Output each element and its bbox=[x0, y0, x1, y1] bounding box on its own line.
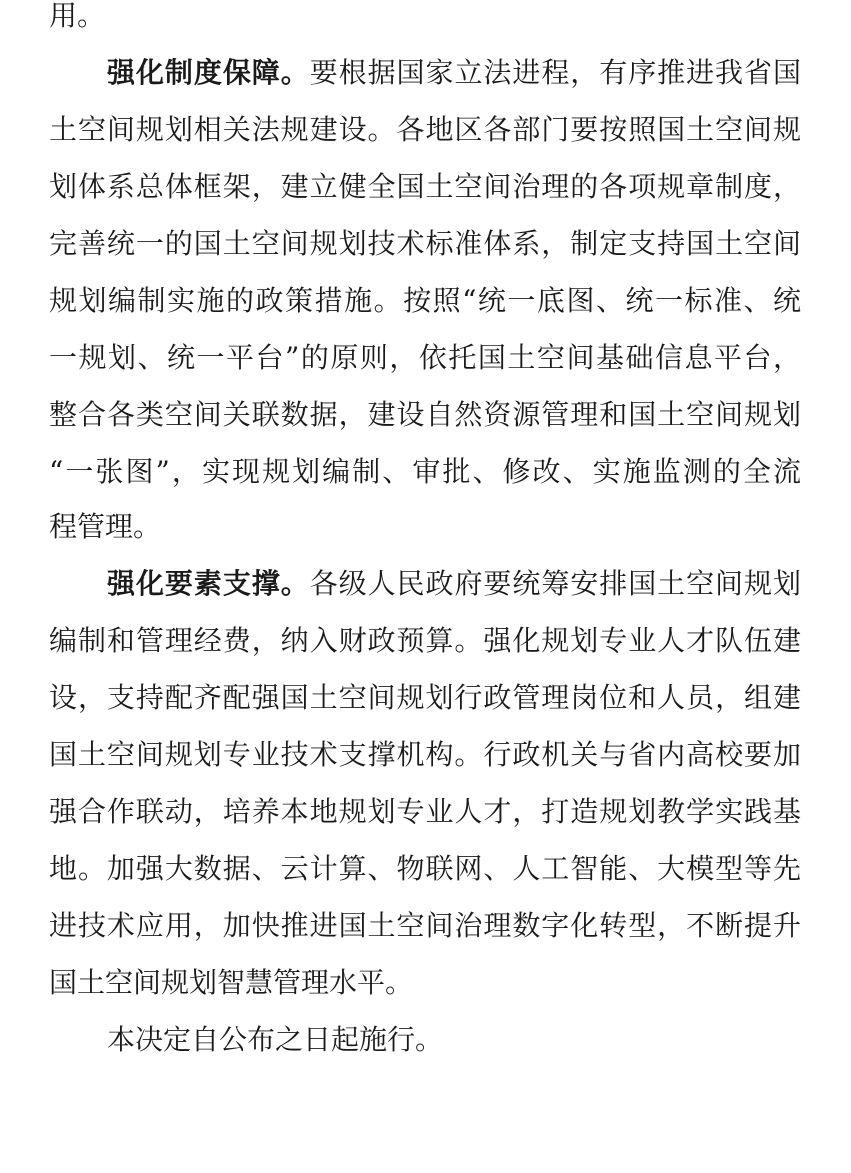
paragraph-line: 划体系总体框架，建立健全国土空间治理的各项规章制度， bbox=[49, 170, 801, 203]
paragraph-line: 程管理。 bbox=[49, 510, 162, 543]
paragraph-line: “一张图”，实现规划编制、审批、修改、实施监测的全流 bbox=[49, 455, 801, 488]
paragraph-line: 整合各类空间关联数据，建设自然资源管理和国土空间规划 bbox=[49, 398, 801, 431]
paragraph-line bbox=[107, 51, 801, 95]
continuation-line: 用。 bbox=[49, 0, 106, 32]
paragraph-line: 地。加强大数据、云计算、物联网、人工智能、大模型等先 bbox=[49, 852, 801, 885]
section-heading: 强化制度保障。 bbox=[107, 56, 310, 89]
paragraph-line bbox=[107, 562, 801, 606]
paragraph-line: 设，支持配齐配强国土空间规划行政管理岗位和人员，组建 bbox=[49, 681, 801, 714]
paragraph-line: 土空间规划相关法规建设。各地区各部门要按照国土空间规 bbox=[49, 113, 801, 146]
paragraph-text: 各级人民政府要统筹安排国土空间规划 bbox=[309, 567, 801, 600]
closing-line: 本决定自公布之日起施行。 bbox=[107, 1023, 444, 1056]
paragraph-line: 进技术应用，加快推进国土空间治理数字化转型，不断提升 bbox=[49, 909, 801, 942]
paragraph-line: 强合作联动，培养本地规划专业人才，打造规划教学实践基 bbox=[49, 795, 801, 828]
paragraph-line: 国土空间规划智慧管理水平。 bbox=[49, 966, 414, 999]
paragraph-line: 完善统一的国土空间规划技术标准体系，制定支持国土空间 bbox=[49, 227, 801, 260]
paragraph-line: 编制和管理经费，纳入财政预算。强化规划专业人才队伍建 bbox=[49, 624, 801, 657]
paragraph-line: 一规划、统一平台”的原则，依托国土空间基础信息平台， bbox=[49, 341, 801, 374]
paragraph-text: 要根据国家立法进程，有序推进我省国 bbox=[309, 56, 801, 89]
paragraph-line: 规划编制实施的政策措施。按照“统一底图、统一标准、统 bbox=[49, 284, 801, 317]
paragraph-line: 国土空间规划专业技术支撑机构。行政机关与省内高校要加 bbox=[49, 738, 801, 771]
section-heading: 强化要素支撑。 bbox=[107, 567, 310, 600]
